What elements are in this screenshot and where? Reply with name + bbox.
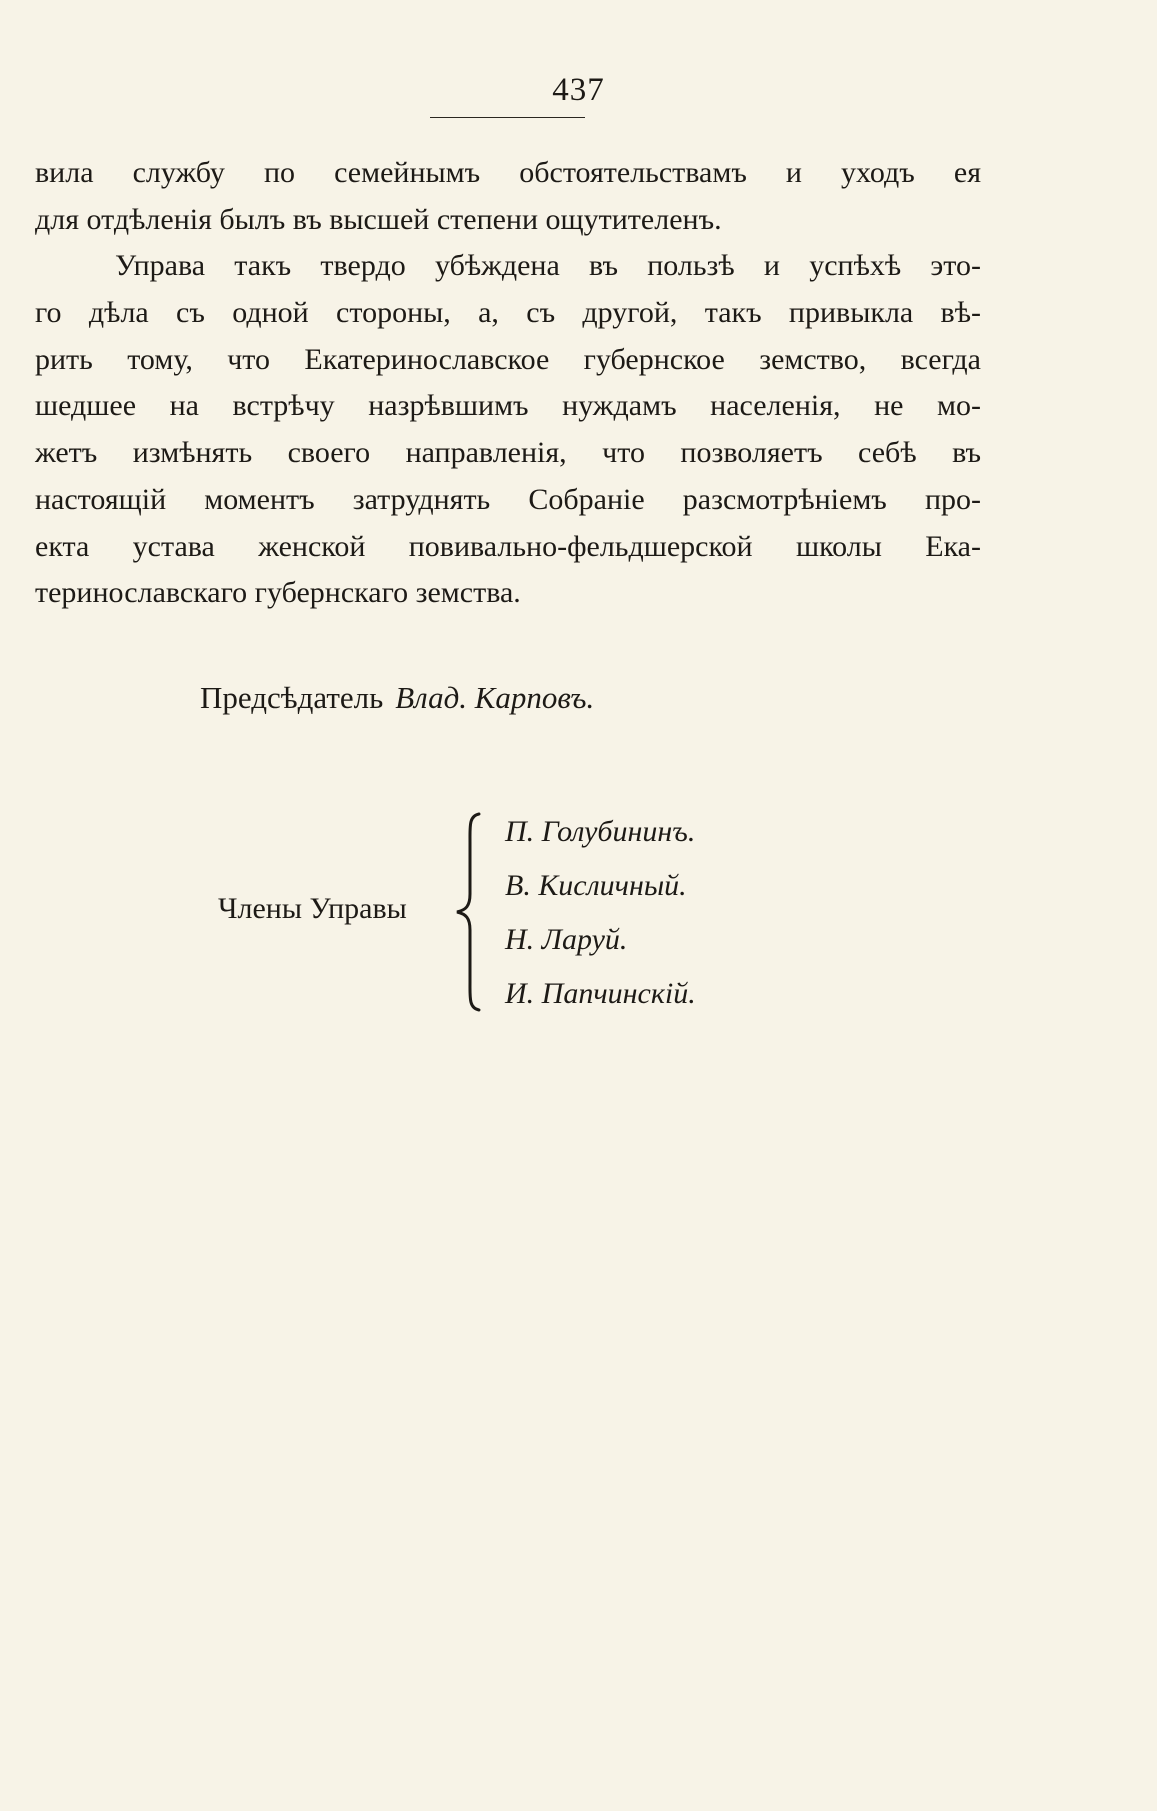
body-line: екта устава женской повивально-фельдшерской школы Ека- xyxy=(35,529,981,563)
body-line: шедшее на встрѣчу назрѣвшимъ нуждамъ населенія, не мо- xyxy=(35,389,981,423)
chairman-title: Предсѣдатель xyxy=(200,680,384,715)
page-number-rule xyxy=(430,117,585,118)
page-number: 437 xyxy=(552,72,605,108)
body-line: настоящій моментъ затруднять Собраніе разсмотрѣніемъ про- xyxy=(35,482,981,516)
member-name: В. Кисличный. xyxy=(505,869,687,902)
members-list xyxy=(505,805,696,1021)
body-line: для отдѣленія былъ въ высшей степени ощутителенъ. xyxy=(35,202,722,236)
body-line: го дѣла съ одной стороны, а, съ другой, такъ привыкла вѣ- xyxy=(35,296,981,330)
body-line: жетъ измѣнять своего направленія, что позволяетъ себѣ въ xyxy=(35,436,981,470)
body-text xyxy=(35,150,981,617)
chairman-signature xyxy=(200,680,594,716)
member-name: Н. Ларуй. xyxy=(505,923,628,956)
curly-brace-icon xyxy=(453,812,483,1012)
members-label: Члены Управы xyxy=(218,892,407,925)
body-line: вила службу по семейнымъ обстоятельствамъ и уходъ ея xyxy=(35,156,981,189)
member-name: П. Голубининъ. xyxy=(505,815,696,848)
body-line: рить тому, что Екатеринославское губернское земство, всегда xyxy=(35,342,981,376)
member-name: И. Папчинскій. xyxy=(505,977,696,1010)
body-line: теринославскаго губернскаго земства. xyxy=(35,576,521,610)
chairman-name: Влад. Карповъ. xyxy=(395,680,595,715)
body-line: Управа такъ твердо убѣждена въ пользѣ и успѣхѣ это- xyxy=(115,249,981,283)
